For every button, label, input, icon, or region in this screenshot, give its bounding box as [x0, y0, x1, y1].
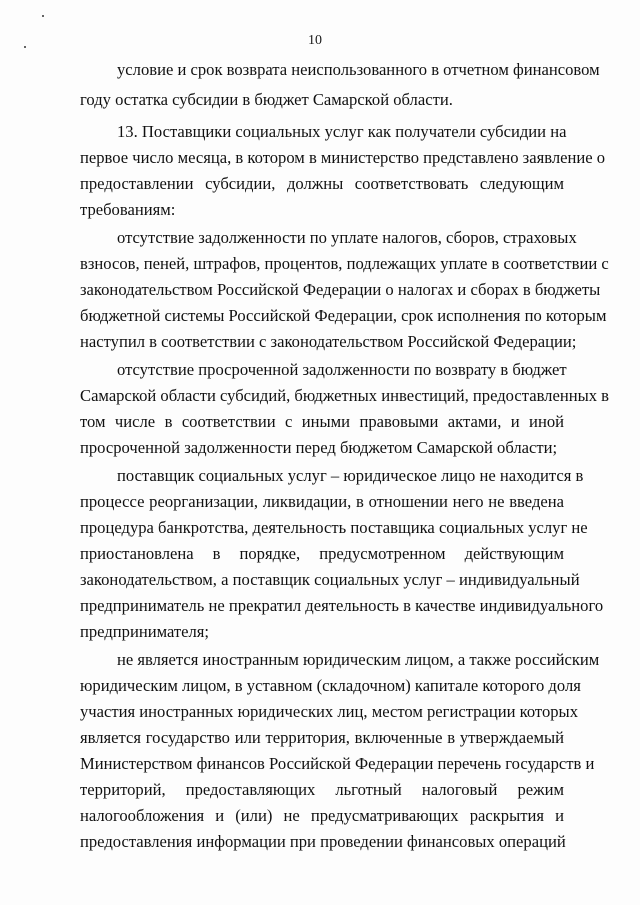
- text-line: предоставления информации при проведении финансовых операций: [80, 832, 566, 851]
- text-line: территорий, предоставляющих льготный налоговый режим: [80, 780, 564, 799]
- text-line: отсутствие задолженности по уплате налогов, сборов, страховых: [117, 228, 577, 247]
- text-line: процедура банкротства, деятельность поставщика социальных услуг не: [80, 518, 588, 537]
- text-line: налогообложения и (или) не предусматривающих раскрытия и: [80, 806, 564, 825]
- text-line: законодательством, а поставщик социальных услуг – индивидуальный: [80, 570, 580, 589]
- text-line: приостановлена в порядке, предусмотренном действующим: [80, 544, 564, 563]
- text-line: законодательством Российской Федерации о налогах и сборах в бюджеты: [80, 280, 601, 299]
- text-line: процессе реорганизации, ликвидации, в отношении него не введена: [80, 492, 564, 511]
- text-line: бюджетной системы Российской Федерации, срок исполнения по которым: [80, 306, 607, 325]
- page-number: 10: [308, 33, 322, 48]
- text-line: является государство или территория, включенные в утверждаемый: [80, 728, 564, 747]
- text-line: Министерством финансов Российской Федерации перечень государств и: [80, 754, 595, 773]
- text-line: условие и срок возврата неиспользованного в отчетном финансовом: [117, 60, 600, 79]
- text-line: Самарской области субсидий, бюджетных инвестиций, предоставленных в: [80, 386, 610, 405]
- text-line: требованиям:: [80, 200, 176, 219]
- text-line: предприниматель не прекратил деятельность в качестве индивидуального: [80, 596, 604, 615]
- text-line: не является иностранным юридическим лицом, а также российским: [117, 650, 600, 669]
- text-line: отсутствие просроченной задолженности по возврату в бюджет: [117, 360, 567, 379]
- text-line: первое число месяца, в котором в министерство представлено заявление о: [80, 148, 606, 167]
- text-line: предоставлении субсидии, должны соответствовать следующим: [80, 174, 564, 193]
- text-line: просроченной задолженности перед бюджетом Самарской области;: [80, 438, 558, 457]
- text-line: предпринимателя;: [80, 622, 210, 641]
- text-line: году остатка субсидии в бюджет Самарской области.: [80, 90, 453, 109]
- text-line: 13. Поставщики социальных услуг как получатели субсидии на: [117, 122, 567, 141]
- text-line: поставщик социальных услуг – юридическое лицо не находится в: [117, 466, 584, 485]
- text-line: взносов, пеней, штрафов, процентов, подлежащих уплате в соответствии с: [80, 254, 609, 273]
- scan-speck: [42, 15, 44, 17]
- text-line: участия иностранных юридических лиц, местом регистрации которых: [80, 702, 578, 721]
- text-line: юридическим лицом, в уставном (складочном) капитале которого доля: [80, 676, 581, 695]
- text-line: том числе в соответствии с иными правовыми актами, и иной: [80, 412, 564, 431]
- text-line: наступил в соответствии с законодательством Российской Федерации;: [80, 332, 577, 351]
